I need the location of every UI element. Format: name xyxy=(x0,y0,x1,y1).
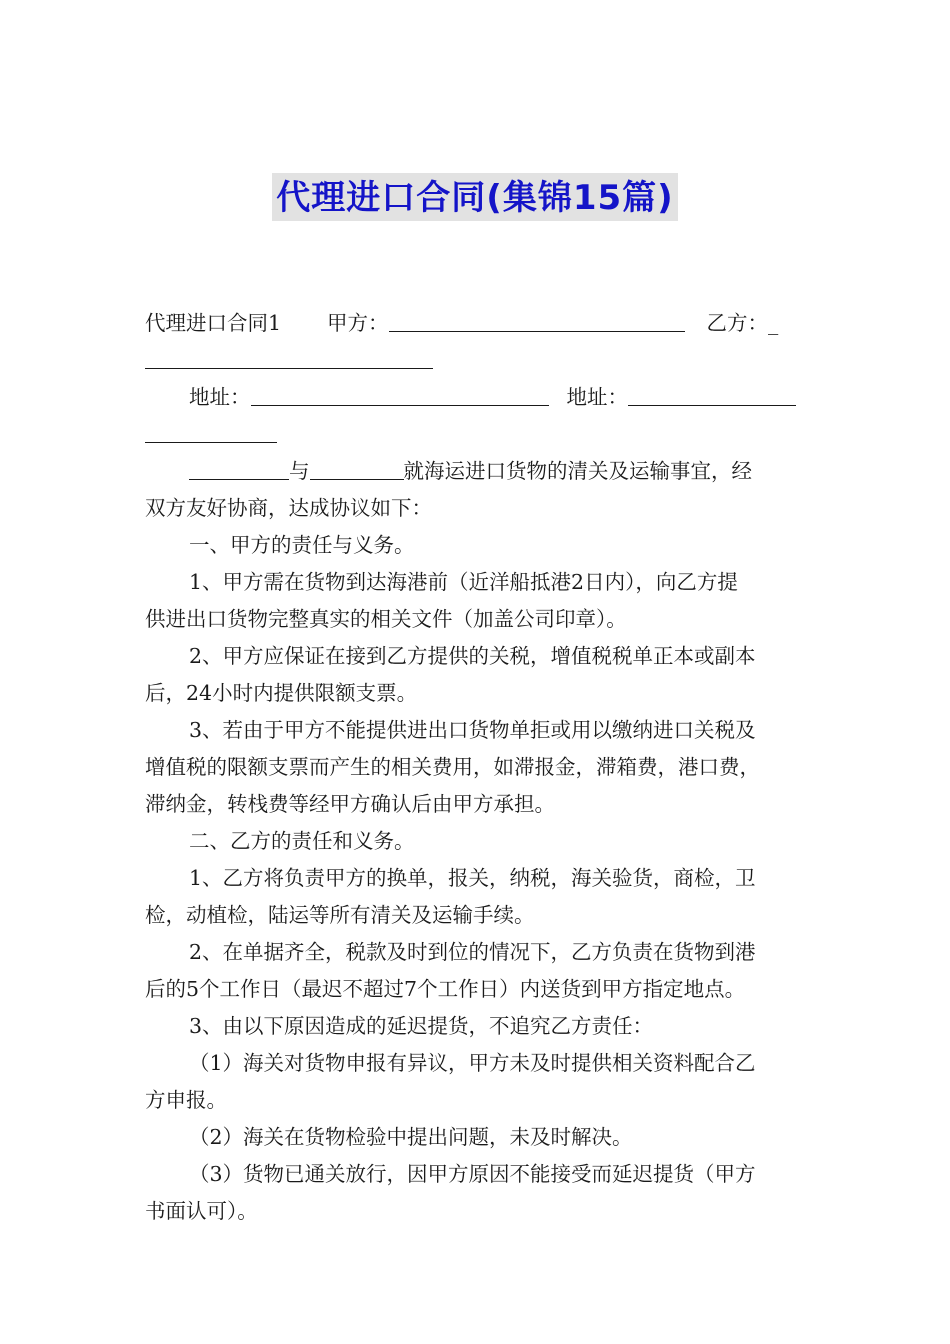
party-b-label: 乙方：_ xyxy=(706,311,779,335)
address-b-blank-cont xyxy=(145,418,277,443)
address-a-label: 地址： xyxy=(189,385,251,409)
contract-label: 代理进口合同1 xyxy=(145,311,282,335)
paragraph-line: （2）海关在货物检验中提出问题，未及时解决。 xyxy=(189,1125,633,1149)
paragraph-line: 1、甲方需在货物到达海港前（近洋船抵港2日内），向乙方提 xyxy=(189,570,738,594)
paragraph-line: 供进出口货物完整真实的相关文件（加盖公司印章）。 xyxy=(145,607,627,631)
party-b-blank xyxy=(145,344,433,369)
paragraph-line: 1、乙方将负责甲方的换单，报关，纳税，海关验货，商检，卫 xyxy=(189,866,756,890)
intro-blank-2 xyxy=(310,455,404,480)
intro-line-2: 双方友好协商，达成协议如下： xyxy=(145,496,432,520)
paragraph-line: 二、乙方的责任和义务。 xyxy=(189,829,415,853)
paragraph-line: 2、甲方应保证在接到乙方提供的关税，增值税税单正本或副本 xyxy=(189,644,756,668)
address-line xyxy=(145,379,807,416)
intro-connector: 与 xyxy=(289,459,310,483)
address-b-blank xyxy=(628,381,796,406)
intro-blank-1 xyxy=(189,455,289,480)
document-title: 代理进口合同(集锦15篇) xyxy=(272,173,677,221)
paragraph-line: 一、甲方的责任与义务。 xyxy=(189,533,415,557)
intro-text: 就海运进口货物的清关及运输事宜，经 xyxy=(403,459,752,483)
paragraph-line: 方申报。 xyxy=(145,1088,227,1112)
paragraph-list xyxy=(145,527,807,1230)
title-container xyxy=(0,173,950,221)
party-b-continuation xyxy=(145,342,807,379)
paragraph-line: 3、若由于甲方不能提供进出口货物单拒或用以缴纳进口关税及 xyxy=(189,718,756,742)
parties-line xyxy=(145,305,807,342)
paragraph-line: 后，24小时内提供限额支票。 xyxy=(145,681,418,705)
address-continuation xyxy=(145,416,807,453)
party-a-label: 甲方： xyxy=(327,311,389,335)
paragraph-line: （1）海关对货物申报有异议，甲方未及时提供相关资料配合乙 xyxy=(189,1051,756,1075)
intro-line xyxy=(145,453,807,490)
paragraph-line: 滞纳金，转栈费等经甲方确认后由甲方承担。 xyxy=(145,792,555,816)
paragraph-line: （3）货物已通关放行，因甲方原因不能接受而延迟提货（甲方 xyxy=(189,1162,756,1186)
document-body xyxy=(145,305,807,1230)
paragraph-line: 检，动植检，陆运等所有清关及运输手续。 xyxy=(145,903,535,927)
address-b-label: 地址： xyxy=(566,385,628,409)
paragraph-line: 后的5个工作日（最迟不超过7个工作日）内送货到甲方指定地点。 xyxy=(145,977,746,1001)
paragraph-line: 2、在单据齐全，税款及时到位的情况下，乙方负责在货物到港 xyxy=(189,940,756,964)
address-a-blank xyxy=(251,381,549,406)
party-a-blank xyxy=(389,307,685,332)
paragraph-line: 增值税的限额支票而产生的相关费用，如滞报金，滞箱费，港口费， xyxy=(145,755,760,779)
paragraph-line: 3、由以下原因造成的延迟提货，不追究乙方责任： xyxy=(189,1014,654,1038)
paragraph-line: 书面认可）。 xyxy=(145,1199,258,1223)
